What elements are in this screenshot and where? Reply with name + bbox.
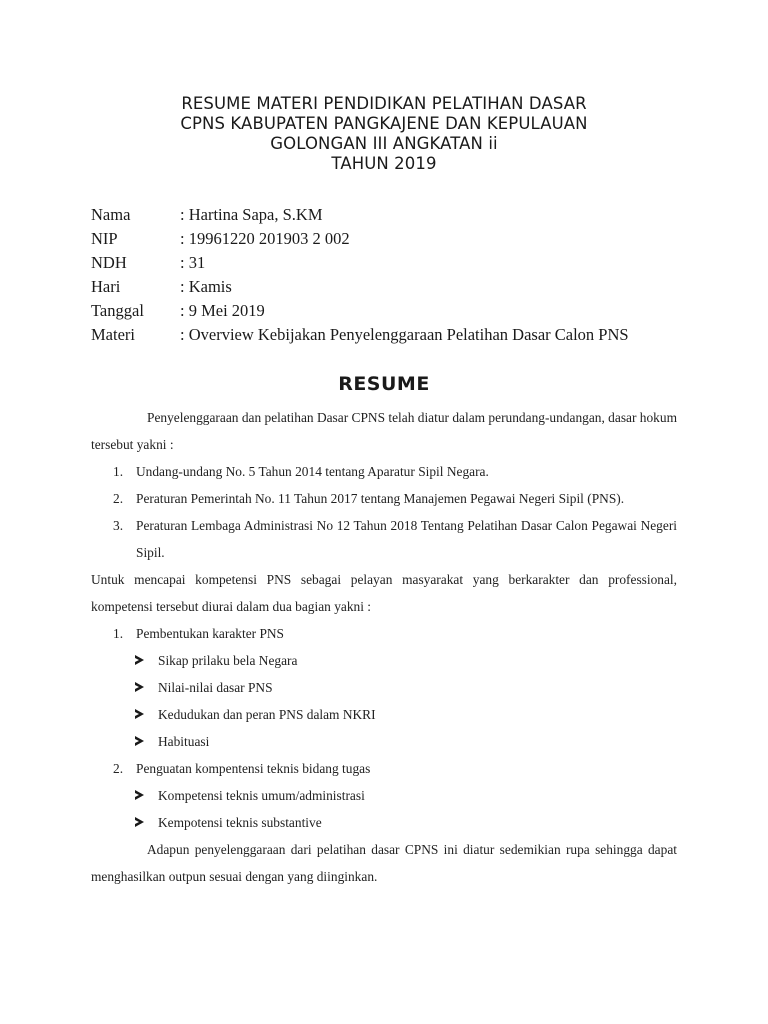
info-label: Nama [91, 205, 131, 224]
info-label: Hari [91, 277, 121, 296]
arrowhead-bullet-icon [135, 790, 144, 800]
document-heading [0, 94, 768, 174]
info-row-nama [91, 203, 629, 227]
bullet-text: Sikap prilaku bela Negara [158, 653, 298, 668]
info-label: Materi [91, 325, 135, 344]
list-number: 2. [113, 491, 124, 506]
part-title: Penguatan kompentensi teknis bidang tugas [136, 761, 371, 776]
info-label: NIP [91, 229, 118, 248]
info-row-nip [91, 227, 629, 251]
intro-paragraph: Penyelenggaraan dan pelatihan Dasar CPNS telah diatur dalam perundang-undangan, dasar hokum tersebut yakni : [91, 410, 677, 452]
list-number: 3. [113, 518, 124, 533]
legal-basis-item-3 [91, 512, 677, 566]
bullet-text: Kedudukan dan peran PNS dalam NKRI [158, 707, 376, 722]
arrowhead-bullet-icon [135, 709, 144, 719]
bullet-item [91, 674, 677, 701]
bullet-item [91, 701, 677, 728]
heading-line-4: TAHUN 2019 [331, 154, 437, 173]
info-label: Tanggal [91, 301, 144, 320]
resume-title: RESUME [338, 373, 430, 395]
arrowhead-bullet-icon [135, 736, 144, 746]
info-row-tanggal [91, 299, 629, 323]
arrowhead-bullet-icon [135, 682, 144, 692]
info-value: : Hartina Sapa, S.KM [180, 205, 323, 224]
info-row-hari [91, 275, 629, 299]
info-label: NDH [91, 253, 127, 272]
bullet-text: Kempotensi teknis substantive [158, 815, 322, 830]
bullet-text: Nilai-nilai dasar PNS [158, 680, 273, 695]
bullet-item [91, 728, 677, 755]
part-heading-1 [91, 620, 677, 647]
heading-line-1: RESUME MATERI PENDIDIKAN PELATIHAN DASAR [181, 94, 587, 113]
arrowhead-bullet-icon [135, 655, 144, 665]
list-text: Undang-undang No. 5 Tahun 2014 tentang Aparatur Sipil Negara. [136, 464, 489, 479]
info-value: : 19961220 201903 2 002 [180, 229, 350, 248]
info-row-ndh [91, 251, 629, 275]
participant-info [91, 203, 629, 347]
part-title: Pembentukan karakter PNS [136, 626, 285, 641]
part-heading-2 [91, 755, 677, 782]
bullet-item [91, 647, 677, 674]
arrowhead-bullet-icon [135, 817, 144, 827]
list-text: Peraturan Pemerintah No. 11 Tahun 2017 tentang Manajemen Pegawai Negeri Sipil (PNS). [136, 491, 625, 506]
bullet-item [91, 782, 677, 809]
bullet-text: Kompetensi teknis umum/administrasi [158, 788, 365, 803]
info-value: : Overview Kebijakan Penyelenggaraan Pelatihan Dasar Calon PNS [180, 325, 629, 344]
bullet-text: Habituasi [158, 734, 210, 749]
resume-body [91, 404, 677, 890]
list-number: 2. [113, 761, 124, 776]
legal-basis-item-2 [91, 485, 677, 512]
closing-paragraph: Adapun penyelenggaraan dari pelatihan dasar CPNS ini diatur sedemikian rupa sehingga dapat menghasilkan outpun sesuai dengan yang diinginkan. [91, 842, 677, 884]
legal-basis-item-1 [91, 458, 677, 485]
info-value: : Kamis [180, 277, 232, 296]
heading-line-2: CPNS KABUPATEN PANGKAJENE DAN KEPULAUAN [180, 114, 588, 133]
list-number: 1. [113, 626, 124, 641]
info-value: : 31 [180, 253, 206, 272]
list-number: 1. [113, 464, 124, 479]
list-text: Peraturan Lembaga Administrasi No 12 Tahun 2018 Tentang Pelatihan Dasar Calon Pegawai Negeri Sipil. [136, 518, 677, 560]
info-value: : 9 Mei 2019 [180, 301, 265, 320]
heading-line-3: GOLONGAN III ANGKATAN ii [270, 134, 498, 153]
competency-paragraph: Untuk mencapai kompetensi PNS sebagai pelayan masyarakat yang berkarakter dan professional, kompetensi tersebut diurai dalam dua bagian yakni : [91, 572, 677, 614]
info-row-materi [91, 323, 629, 347]
bullet-item [91, 809, 677, 836]
